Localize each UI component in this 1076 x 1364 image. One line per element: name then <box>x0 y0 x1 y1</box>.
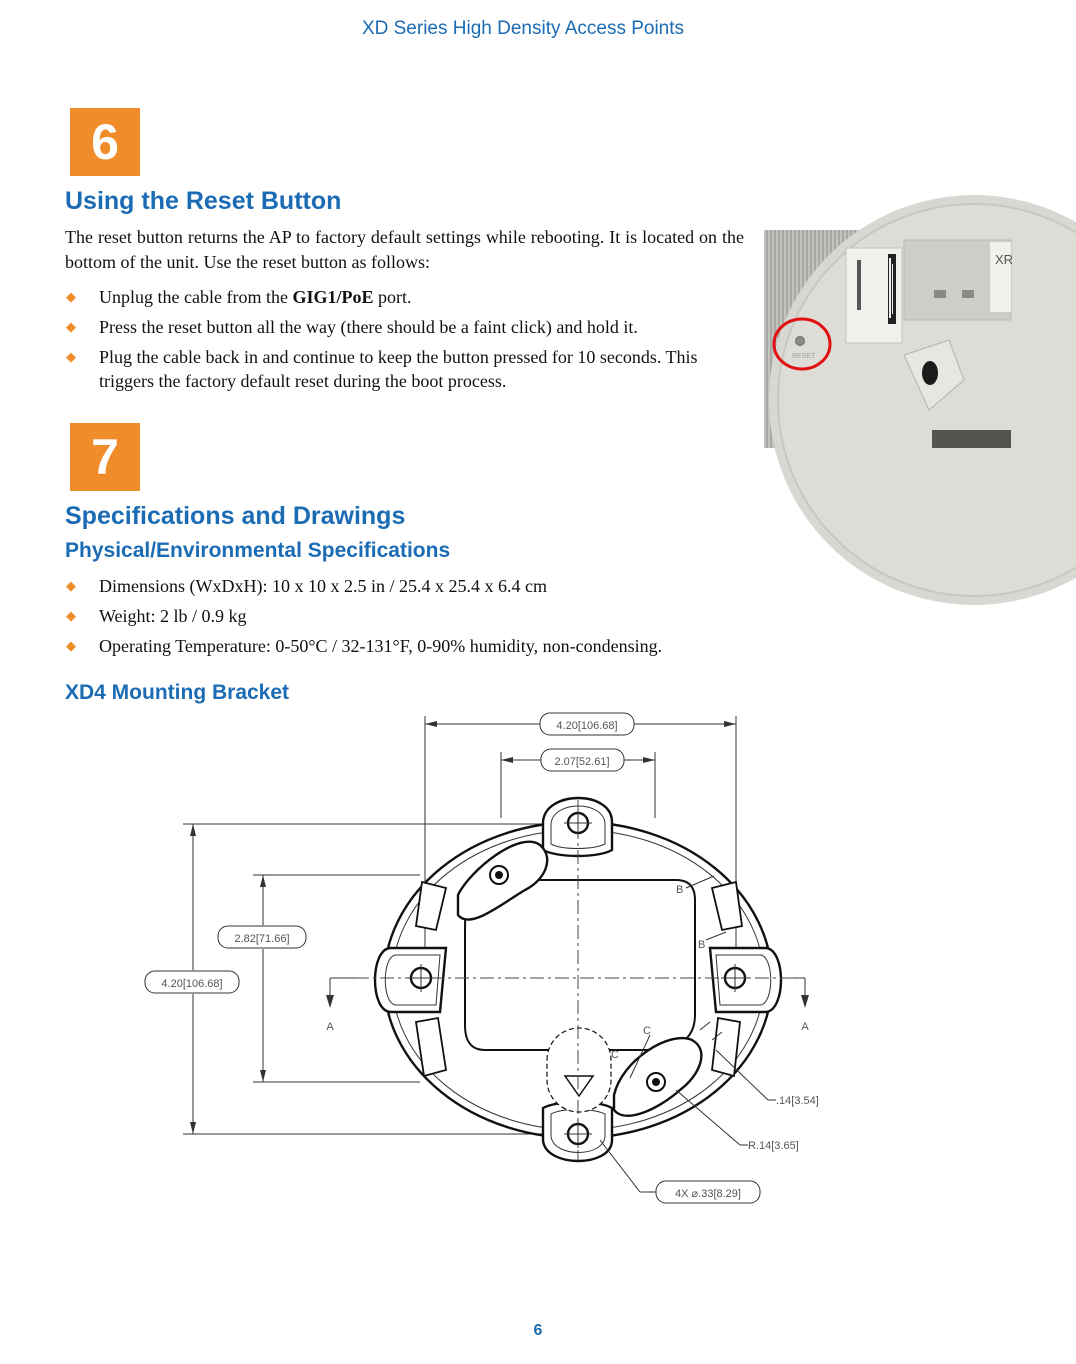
dim-width-inner: 2.07[52.61] <box>554 756 610 768</box>
page-number: 6 <box>533 1322 543 1339</box>
diamond-bullet-icon: ◆ <box>66 638 76 653</box>
list-item: ◆ Dimensions (WxDxH): 10 x 10 x 2.5 in / 25.4 x 25.4 x 6.4 cm <box>66 576 547 596</box>
section-7-title: Specifications and Drawings <box>65 502 406 530</box>
list-item: ◆ Weight: 2 lb / 0.9 kg <box>66 606 247 626</box>
drawing-title: XD4 Mounting Bracket <box>65 681 290 704</box>
brand-text: XR <box>995 252 1014 267</box>
diamond-bullet-icon: ◆ <box>66 289 76 304</box>
section-6-number-box: 6 <box>70 108 140 176</box>
dim-thickness: .14[3.54] <box>776 1095 819 1107</box>
dim-height-inner: 2.82[71.66] <box>234 933 290 945</box>
list-item: ◆ Press the reset button all the way (there should be a faint click) and hold it. <box>66 317 638 337</box>
section-b-lower: B <box>698 939 706 951</box>
section-a-left: A <box>326 1021 334 1033</box>
running-header: XD Series High Density Access Points <box>361 18 685 39</box>
dim-width-outer: 4.20[106.68] <box>556 720 618 732</box>
section-a-right: A <box>801 1021 809 1033</box>
dim-holes: 4X ⌀.33[8.29] <box>675 1188 741 1200</box>
section-7-subtitle: Physical/Environmental Specifications <box>65 539 451 562</box>
dim-height-outer: 4.20[106.68] <box>161 978 223 990</box>
section-c-upper: C <box>643 1025 651 1037</box>
list-item: ◆ Plug the cable back in and continue to keep the button pressed for 10 seconds. This triggers the factory default reset during the boot process. <box>66 347 698 391</box>
reset-label: RESET <box>792 353 816 360</box>
section-7-number-box: 7 <box>70 423 140 491</box>
list-item: ◆ Operating Temperature: 0-50°C / 32-131°F, 0-90% humidity, non-condensing. <box>66 636 663 656</box>
diamond-bullet-icon: ◆ <box>66 608 76 623</box>
diamond-bullet-icon: ◆ <box>66 319 76 334</box>
section-6-title: Using the Reset Button <box>65 187 342 215</box>
port-name: GIG1/PoE <box>292 287 374 307</box>
diamond-bullet-icon: ◆ <box>66 578 76 593</box>
dim-radius: R.14[3.65] <box>748 1140 799 1152</box>
list-item: ◆ Unplug the cable from the GIG1/PoE port. <box>66 287 412 307</box>
diamond-bullet-icon: ◆ <box>66 349 76 364</box>
section-c-lower: C <box>611 1049 619 1061</box>
reset-paragraph: The reset button returns the AP to factory default settings while rebooting. It is located on the bottom of the unit. Use the reset button as follows: <box>65 227 744 272</box>
section-b-upper: B <box>676 884 684 896</box>
